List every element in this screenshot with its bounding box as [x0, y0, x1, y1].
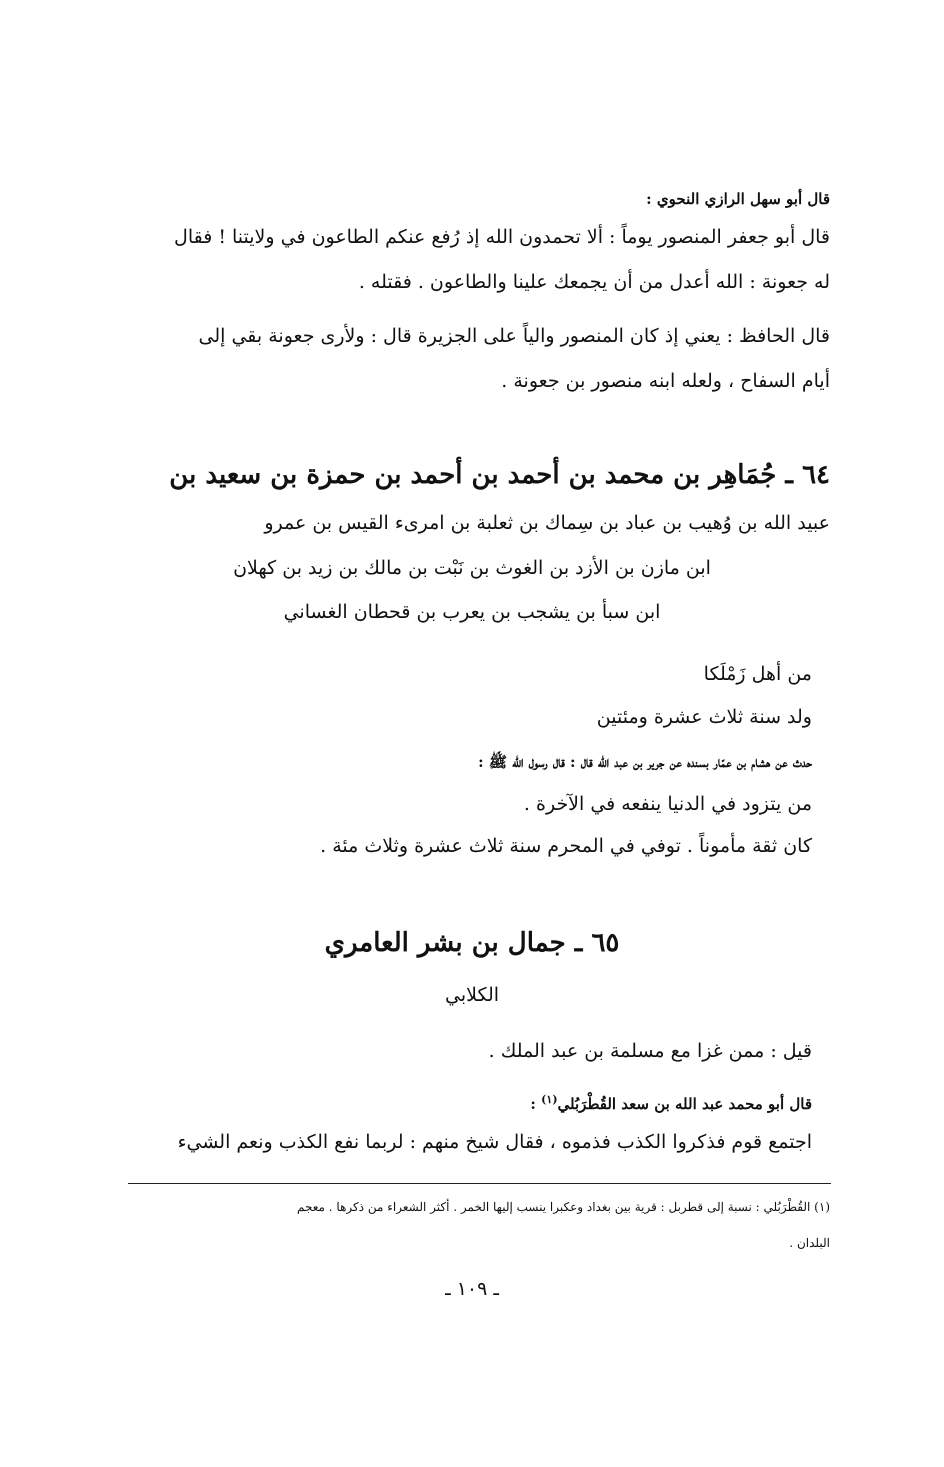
- entry-65-narrator-line: [530, 1093, 812, 1113]
- entry-64-origin: من أهل زَمْلَكا: [703, 663, 812, 685]
- paragraph-2-line-2: أيام السفاح ، ولعله ابنه منصور بن جعونة .: [501, 370, 830, 392]
- entry-65-heading: ٦٥ ـ جمال بن بشر العامري: [324, 928, 620, 958]
- entry-64-lineage-line-3: ابن سبأ بن يشجب بن يعرب بن قحطان الغساني: [283, 601, 661, 623]
- paragraph-1-line-2: له جعونة : الله أعدل من أن يجمعك علينا والطاعون . فقتله .: [358, 271, 830, 293]
- intro-heading: قال أبو سهل الرازي النحوي :: [646, 190, 830, 208]
- page-number: ـ ١٠٩ ـ: [445, 1278, 499, 1300]
- entry-65-narrator: قال أبو محمد عبد الله بن سعد القُطْرَبُلي: [557, 1095, 812, 1113]
- entry-65-said: قيل : ممن غزا مع مسلمة بن عبد الملك .: [488, 1040, 812, 1062]
- footnote-line-2: البلدان .: [789, 1236, 830, 1250]
- entry-64-birth: ولد سنة ثلاث عشرة ومئتين: [596, 706, 812, 728]
- entry-64-hadith: من يتزود في الدنيا ينفعه في الآخرة .: [523, 793, 812, 815]
- entry-64-lineage-line-1: عبيد الله بن وُهيب بن عباد بن سِماك بن ثعلبة بن امرىء القيس بن عمرو: [264, 512, 830, 534]
- entry-65-subheading: الكلابي: [444, 984, 500, 1006]
- footnote-line-1: (١) القُطْرَبُلي : نسبة إلى قطربل : قرية بين بغداد وعكبرا ينسب إليها الخمر . أكثر الشعراء من ذكرها . معجم: [297, 1200, 830, 1214]
- entry-65-narrator-colon: :: [530, 1095, 542, 1113]
- entry-64-lineage-line-2: ابن مازن بن الأزد بن الغوث بن نَبْت بن مالك بن زيد بن كهلان: [233, 557, 711, 579]
- entry-64-heading: ٦٤ ـ جُمَاهِر بن محمد بن أحمد بن أحمد بن حمزة بن سعيد بن: [169, 460, 830, 490]
- entry-64-hadith-intro: حدث عن هشام بن عمّار بسنده عن جرير بن عبد الله قال : قال رسول الله ﷺ :: [478, 753, 812, 771]
- footnote-reference: (١): [541, 1093, 558, 1106]
- entry-65-text: اجتمع قوم فذكروا الكذب فذموه ، فقال شيخ منهم : لربما نفع الكذب ونعم الشيء: [177, 1131, 812, 1153]
- entry-64-death: كان ثقة مأموناً . توفي في المحرم سنة ثلاث عشرة وثلاث مئة .: [320, 835, 812, 857]
- footnote-divider: [128, 1183, 831, 1184]
- paragraph-1-line-1: قال أبو جعفر المنصور يوماً : ألا تحمدون الله إذ رُفع عنكم الطاعون في ولايتنا ! فقال: [174, 226, 830, 248]
- paragraph-2-line-1: قال الحافظ : يعني إذ كان المنصور والياً على الجزيرة قال : ولأرى جعونة بقي إلى: [198, 325, 830, 347]
